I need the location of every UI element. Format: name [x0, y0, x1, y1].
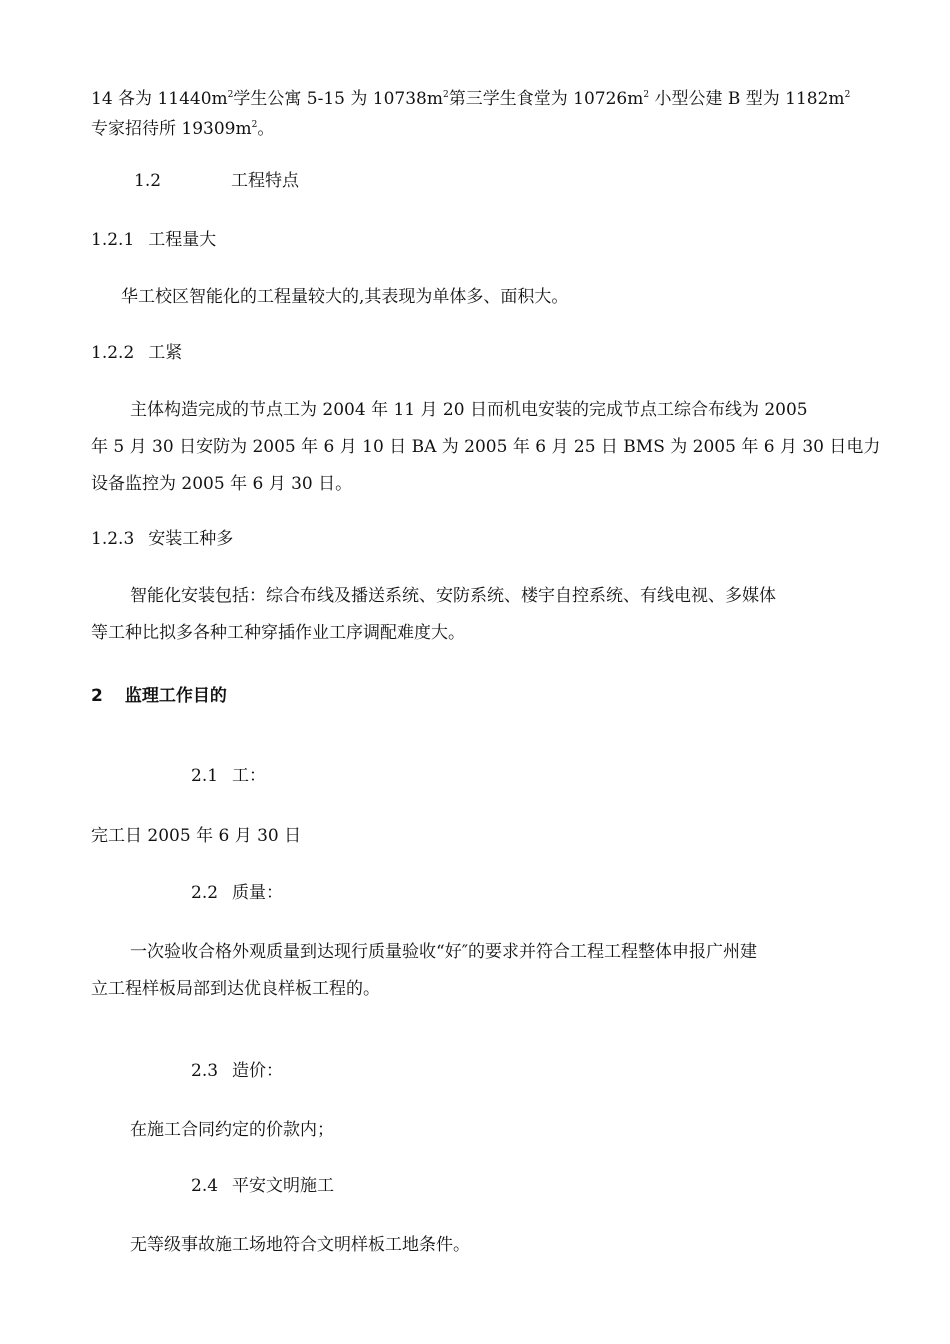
section-1-2-heading: [134, 170, 299, 192]
superscript: 2: [442, 90, 449, 100]
section-1-2-3-body-line-2: 等工种比拟多各种工种穿插作业工序调配难度大。: [91, 623, 465, 643]
superscript: 2: [643, 90, 650, 100]
superscript: 2: [251, 120, 258, 130]
section-number: 2.3: [191, 1061, 219, 1081]
section-1-2-3-heading: [91, 528, 233, 550]
section-title: 工紧: [148, 343, 183, 363]
section-title: 平安文明施工: [232, 1176, 335, 1196]
section-title: 质量：: [232, 883, 284, 903]
section-number: 1.2.3: [91, 529, 135, 549]
section-title: 监理工作目的: [124, 686, 227, 706]
intro-line-2: [91, 118, 274, 140]
section-1-2-1-heading: [91, 229, 216, 251]
intro-text-6: 。: [257, 119, 275, 139]
section-title: 造价：: [232, 1061, 284, 1081]
section-number: 1.2.2: [91, 343, 135, 363]
intro-text-1: 14 各为 11440m: [91, 89, 228, 109]
section-2-4-body: 无等级事故施工场地符合文明样板工地条件。: [130, 1235, 470, 1255]
intro-text-5: 专家招待所 19309m: [91, 119, 252, 139]
section-number: 2.1: [191, 766, 219, 786]
section-title: 工程量大: [148, 230, 217, 250]
section-2-4-heading: [191, 1175, 334, 1197]
section-2-1-heading: [191, 765, 266, 787]
section-1-2-2-body-line-1: 主体构造完成的节点工为 2004 年 11 月 20 日而机电安装的完成节点工综合布线为 2005: [130, 400, 808, 420]
section-2-heading: [91, 685, 227, 707]
section-1-2-2-body-line-3: 设备监控为 2005 年 6 月 30 日。: [91, 474, 353, 494]
section-1-2-3-body-line-1: 智能化安装包括：综合布线及播送系统、安防系统、楼宇自控系统、有线电视、多媒体: [130, 586, 776, 606]
section-number: 1.2: [134, 171, 162, 191]
section-number: 2.4: [191, 1176, 219, 1196]
superscript: 2: [227, 90, 234, 100]
section-1-2-2-heading: [91, 342, 182, 364]
intro-text-2: 学生公寓 5-15 为 10738m: [233, 89, 443, 109]
section-number: 1.2.1: [91, 230, 135, 250]
section-2-3-heading: [191, 1060, 283, 1082]
section-title: 工程特点: [231, 171, 300, 191]
superscript: 2: [844, 90, 851, 100]
section-1-2-1-body: 华工校区智能化的工程量较大的,其表现为单体多、面积大。: [121, 287, 569, 307]
section-2-1-body: 完工日 2005 年 6 月 30 日: [91, 826, 302, 846]
intro-text-3: 第三学生食堂为 10726m: [448, 89, 644, 109]
intro-text-4: 小型公建 B 型为 1182m: [654, 89, 845, 109]
section-number: 2.2: [191, 883, 219, 903]
section-title: 工：: [232, 766, 267, 786]
intro-line-1: [91, 88, 850, 110]
section-2-2-body-line-2: 立工程样板局部到达优良样板工程的。: [91, 979, 380, 999]
section-number: 2: [91, 686, 103, 706]
section-1-2-2-body-line-2: 年 5 月 30 日安防为 2005 年 6 月 10 日 BA 为 2005 年 6 月 25 日 BMS 为 2005 年 6 月 30 日电力: [91, 437, 881, 457]
section-title: 安装工种多: [148, 529, 234, 549]
section-2-3-body: 在施工合同约定的价款内；: [130, 1120, 334, 1140]
section-2-2-heading: [191, 882, 283, 904]
section-2-2-body-line-1: 一次验收合格外观质量到达现行质量验收“好″的要求并符合工程工程整体申报广州建: [130, 942, 758, 962]
